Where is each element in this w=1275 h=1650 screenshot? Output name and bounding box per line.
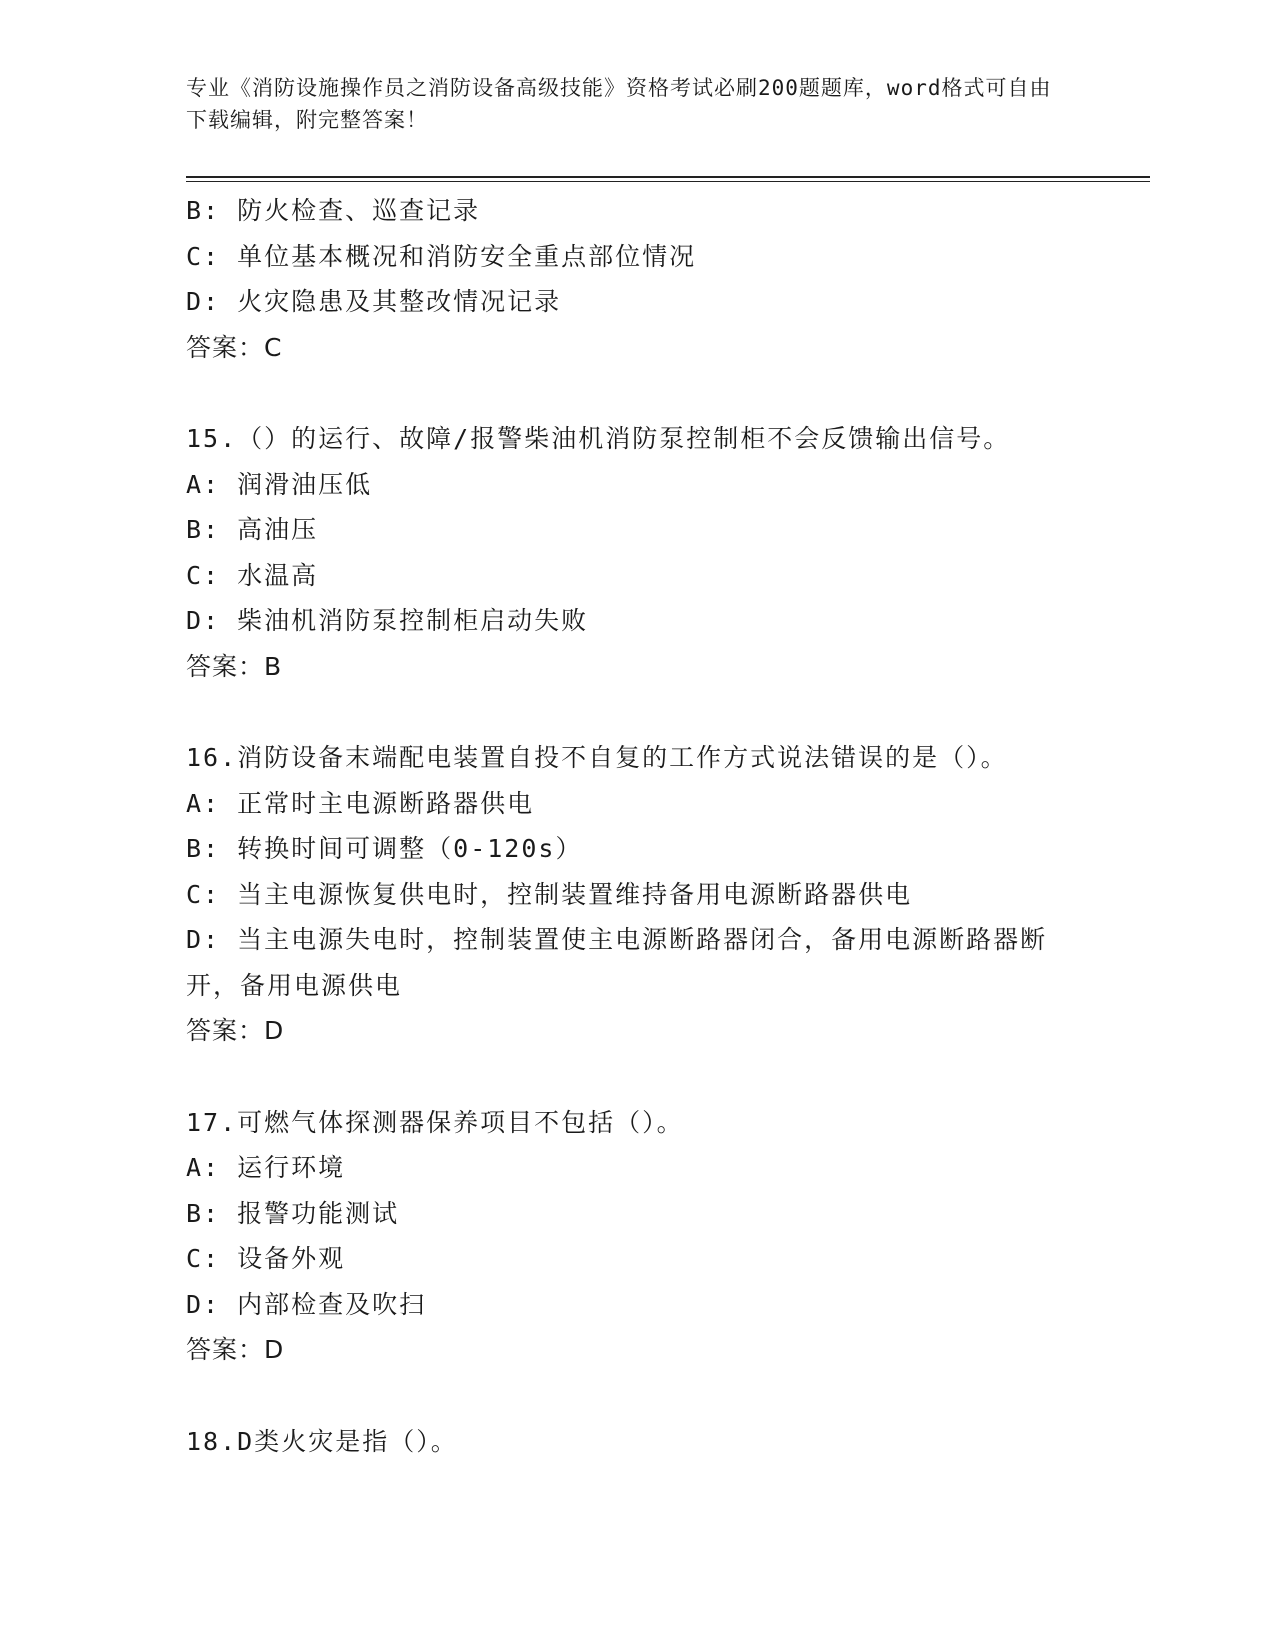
answer-line: 答案：D [186, 1016, 285, 1045]
option-line: C: 水温高 [186, 560, 319, 590]
option-line: D: 内部检查及吹扫 [186, 1289, 427, 1319]
document-header: 专业《消防设施操作员之消防设备高级技能》资格考试必刷200题题库，word格式可自由下载编辑，附完整答案！ [186, 76, 1052, 132]
option-line: D: 柴油机消防泵控制柜启动失败 [186, 606, 589, 635]
option-line: B: 转换时间可调整（0-120s） [186, 834, 583, 863]
question-text: 16.消防设备末端配电装置自投不自复的工作方式说法错误的是（）。 [186, 743, 1008, 772]
option-line: B: 防火检查、巡查记录 [186, 196, 481, 225]
question-text: 17.可燃气体探测器保养项目不包括（）。 [186, 1107, 684, 1137]
spacer [186, 1054, 1086, 1100]
question-text: 15.（）的运行、故障/报警柴油机消防泵控制柜不会反馈输出信号。 [186, 424, 1011, 453]
document-body [186, 188, 1086, 1464]
header-rule-thick [186, 176, 1150, 178]
continued-question [186, 188, 1086, 370]
question-15 [186, 416, 1086, 689]
spacer [186, 689, 1086, 735]
option-line: A: 正常时主电源断路器供电 [186, 788, 535, 818]
answer-line: 答案：B [186, 651, 283, 681]
option-line: A: 运行环境 [186, 1153, 346, 1182]
option-line: A: 润滑油压低 [186, 469, 373, 499]
question-text: 18.D类火灾是指（）。 [186, 1426, 458, 1456]
option-line: C: 设备外观 [186, 1244, 346, 1273]
option-line: D: 当主电源失电时，控制装置使主电源断路器闭合，备用电源断路器断开，备用电源供电 [186, 925, 1048, 1000]
option-line: B: 高油压 [186, 515, 319, 544]
option-line: B: 报警功能测试 [186, 1198, 400, 1228]
question-18 [186, 1419, 1086, 1465]
option-line: D: 火灾隐患及其整改情况记录 [186, 287, 562, 316]
option-line: C: 单位基本概况和消防安全重点部位情况 [186, 241, 697, 271]
question-16 [186, 735, 1086, 1054]
option-line: C: 当主电源恢复供电时，控制装置维持备用电源断路器供电 [186, 879, 913, 909]
spacer [186, 1373, 1086, 1419]
question-17 [186, 1100, 1086, 1373]
header-rule-thin [186, 181, 1150, 182]
spacer [186, 370, 1086, 416]
answer-line: 答案：C [186, 332, 283, 362]
answer-line: 答案：D [186, 1335, 285, 1364]
